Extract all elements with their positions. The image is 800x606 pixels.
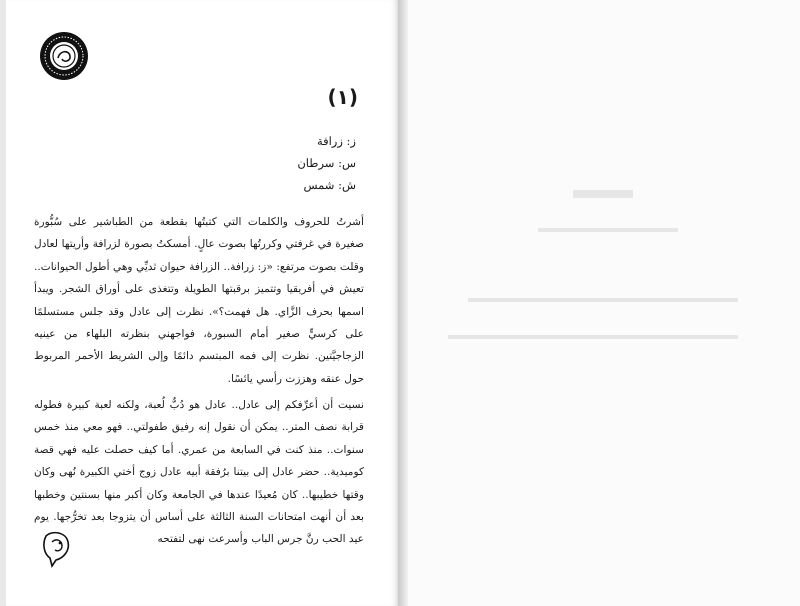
chapter-number: (١) bbox=[327, 85, 358, 109]
publisher-logo-icon bbox=[40, 528, 74, 568]
paragraph-2: نسيت أن أعرِّفكم إلى عادل.. عادل هو دُبٌّ لُعبة، ولكنه لعبة كبيرة فطوله قرابة نصف المتر.. يمكن أن نقول إنه رفيق طفولتي.. فهو معي منذ خمس سنوات.. منذ كنت في السابعة من عمري. أما كيف حصلت عليه فهي قصة كوميدية.. حضر عادل إلى بيتنا برُفقة أبيه عادل زوج أختي الكبيرة نُهى وكان وقتها خطيبها.. كان مُعيدًا عندها في الجامعة وكان أكبر منها بسنتين وخطبها بعد أن أنهت امتحانات السنة الثالثة على أساس أن يتزوجا بعد تخرُّجها. يوم عيد الحب رنَّ جرس الباب وأسرعت نهى لتفتحه bbox=[34, 399, 364, 546]
letter-legend bbox=[297, 130, 356, 196]
legend-item: ش: شمس bbox=[303, 178, 356, 192]
legend-item: ز: زرافة bbox=[316, 134, 356, 148]
publisher-seal-icon bbox=[38, 30, 90, 82]
bleed-through-mark bbox=[538, 228, 678, 232]
book-gutter bbox=[398, 0, 408, 606]
bleed-through-mark bbox=[468, 298, 738, 302]
legend-item: س: سرطان bbox=[297, 156, 356, 170]
bleed-through-mark bbox=[448, 335, 738, 339]
bleed-through-mark bbox=[573, 190, 633, 198]
right-page-blank bbox=[408, 0, 800, 606]
left-page bbox=[6, 0, 398, 606]
paragraph-1: أشرتُ للحروف والكلمات التي كتبتُها بقطعة من الطباشير على سُبُّورة صغيرة في غرفتي وكررتُها بصوت عالٍ. أمسكتُ بصورة لزرافة وأريتها لعادل وقلت بصوت مرتفع: «ز: زرافة.. الزرافة حيوان ثديِّي وهي أطول الحيوانات.. تعيش في أفريقيا وتتميز برقبتها الطويلة وتتغذى على أوراق الشجر. ويبدأ اسمها بحرف الزَّاي. هل فهمت؟». نظرت إلى عادل وقد جلس مستسلمًا على كرسيٍّ صغير أمام السبورة، فواجهني بنظرته البلهاء من عينيه الزجاجيَّتين. نظرت إلى فمه المبتسم دائمًا وإلى الشريط الأحمر المربوط حول عنقه وهززت رأسي يائسًا. bbox=[34, 216, 364, 385]
